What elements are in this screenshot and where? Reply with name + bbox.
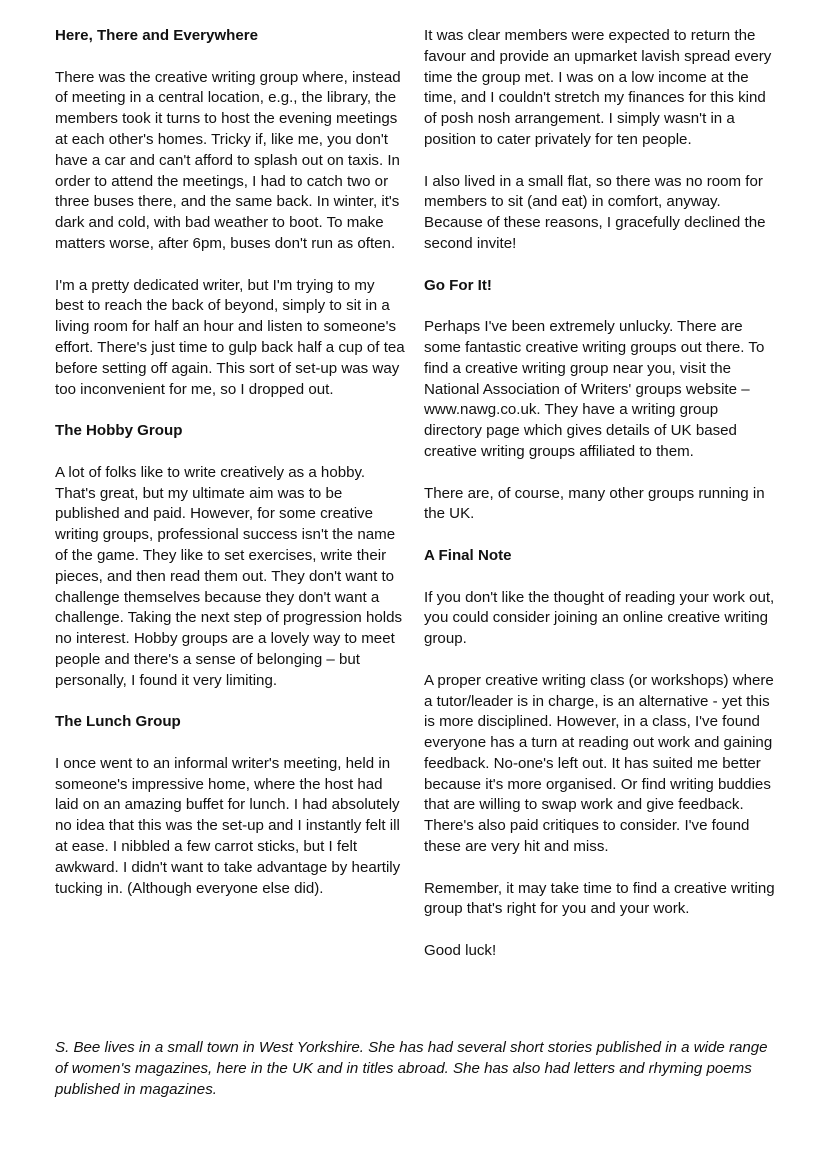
paragraph: There are, of course, many other groups running in the UK.: [424, 484, 765, 523]
left-column: [55, 26, 407, 899]
paragraph: It was clear members were expected to return the favour and provide an upmarket lavish spread every time the group met. I was on a low income at the time, and I couldn't stretch my finances for this kind of posh nosh arrangement. I simply wasn't in a position to cater privately for ten people.: [424, 27, 772, 148]
right-column: [424, 26, 776, 962]
paragraph: I once went to an informal writer's meeting, held in someone's impressive home, where the host had laid on an amazing buffet for lunch. I had absolutely no idea that this was the set-up and I instantly felt ill at ease. I nibbled a few carrot sticks, but I felt awkward. I didn't want to take advantage by heartily tucking in. (Although everyone else did).: [55, 754, 401, 897]
section-heading-hobby-group: The Hobby Group: [55, 422, 183, 440]
paragraph: If you don't like the thought of reading your work out, you could consider joining an online creative writing group.: [424, 588, 775, 648]
closing-line: Good luck!: [424, 942, 497, 960]
section-heading-go-for-it: Go For It!: [424, 276, 492, 294]
paragraph: Perhaps I've been extremely unlucky. There are some fantastic creative writing groups out there. To find a creative writing group near you, visit the National Association of Writers' groups website – www.nawg.co.uk. They have a writing group directory page which gives details of UK based creative writing groups affiliated to them.: [424, 318, 765, 460]
paragraph: Remember, it may take time to find a creative writing group that's right for you and your work.: [424, 879, 775, 918]
section-heading-final-note: A Final Note: [424, 546, 512, 564]
author-bio: S. Bee lives in a small town in West Yorkshire. She has had several short stories published in a wide range of women's magazines, here in the UK and in titles abroad. She has also had letters and rhyming poems published in magazines.: [55, 1039, 768, 1098]
paragraph: I'm a pretty dedicated writer, but I'm trying to my best to reach the back of beyond, simply to sit in a living room for half an hour and listen to someone's effort. There's just time to gulp back half a cup of tea before setting off again. This sort of set-up was way too inconvenient for me, so I dropped out.: [55, 276, 405, 398]
paragraph: A lot of folks like to write creatively as a hobby. That's great, but my ultimate aim was to be published and paid. However, for some creative writing groups, professional success isn't the name of the game. They like to set exercises, write their pieces, and then read them out. They don't want to challenge themselves because they don't want a challenge. Taking the next step of progression holds no interest. Hobby groups are a lovely way to meet people and there's a sense of belonging – but personally, I found it very limiting.: [55, 463, 403, 689]
section-heading-lunch-group: The Lunch Group: [55, 713, 181, 731]
section-heading-here-there-everywhere: Here, There and Everywhere: [55, 27, 259, 44]
paragraph: There was the creative writing group where, instead of meeting in a central location, e.g., the library, the members took it turns to host the evening meetings at each other's homes. Tricky if, like me, you don't have a car and can't afford to splash out on taxis. In order to attend the meetings, I had to catch two or three buses there, and the same back. In winter, it's dark and cold, with bad weather to boot. To make matters worse, after 6pm, buses don't run as often.: [55, 68, 401, 252]
paragraph: A proper creative writing class (or workshops) where a tutor/leader is in charge, is an alternative - yet this is more disciplined. However, in a class, I've found everyone has a turn at reading out work and gaining feedback. No-one's left out. It has suited me better because it's more organised. Or find writing buddies that are willing to swap work and give feedback. There's also paid critiques to consider. I've found these are very hit and miss.: [424, 671, 774, 856]
paragraph: I also lived in a small flat, so there was no room for members to sit (and eat) in comfort, anyway. Because of these reasons, I gracefully declined the second invite!: [424, 172, 766, 252]
